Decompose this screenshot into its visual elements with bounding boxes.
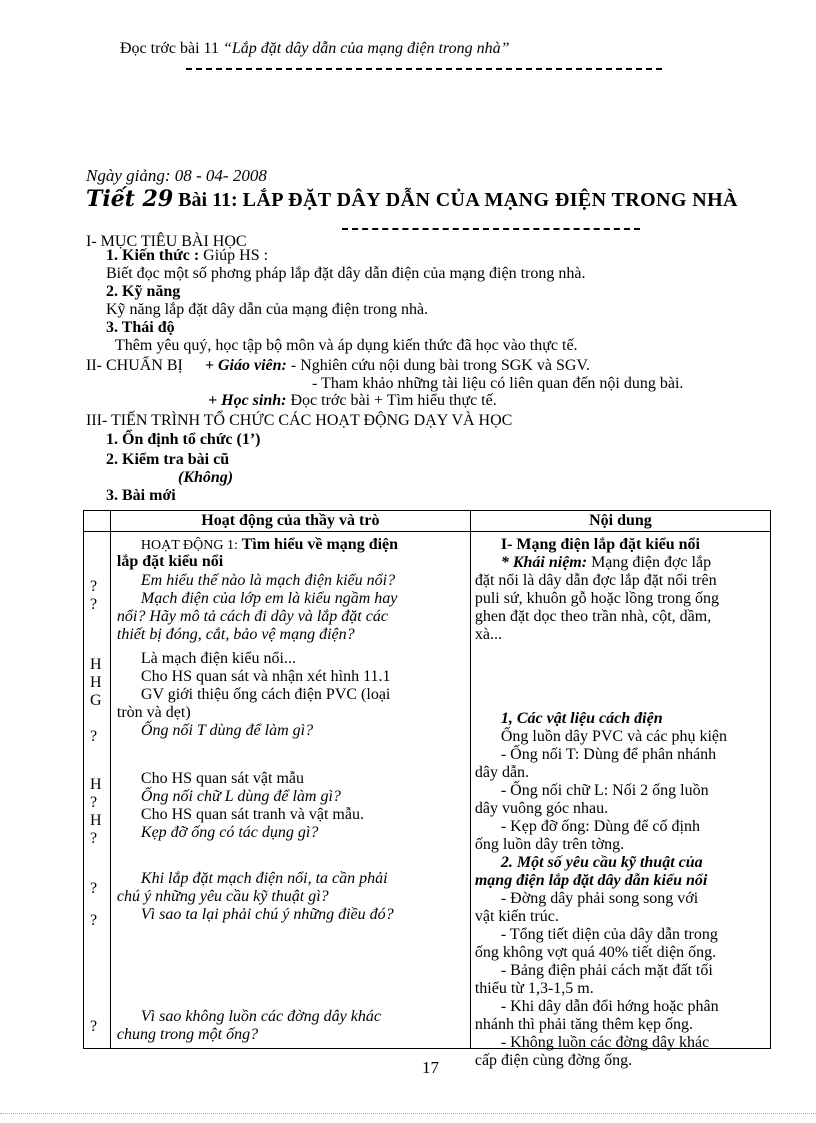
header-activities: Hoạt động của thầy và trò (110, 511, 470, 532)
question: Mạch điện của lớp em là kiểu ngầm hay (140, 590, 398, 607)
concept-text: ghen đặt dọc theo trần nhà, cột, dầm, (474, 608, 712, 625)
activity-title: Tìm hiểu về mạng điện (237, 536, 399, 553)
mark-header-cell (84, 511, 111, 532)
content-text: - Tổng tiết diện của dây dẫn trong (500, 926, 718, 943)
content-text: - Ống nối chữ L: Nối 2 ống luồn (500, 782, 709, 799)
lesson-title-line (86, 186, 738, 212)
teacher-line1: - Nghiên cứu nội dung bài trong SGK và SGV. (286, 357, 590, 374)
answer: GV giới thiệu ống cách điện PVC (loại (140, 686, 391, 703)
header-note (120, 40, 509, 58)
activities-column (110, 532, 470, 1049)
student-label: + Học sinh: (208, 392, 287, 409)
knowledge-line (106, 247, 268, 265)
header-content: Nội dung (470, 511, 770, 532)
content-heading-1: I- Mạng điện lắp đặt kiểu nổi (500, 536, 700, 553)
mark: ? (90, 596, 98, 613)
header-lesson-title: “Lắp đặt dây dẫn của mạng điện trong nhà” (222, 40, 510, 57)
question: Em hiểu thế nào là mạch điện kiểu nổi? (140, 572, 396, 589)
content-text: cấp điện cùng đờng ống. (474, 1052, 633, 1069)
concept-text: đặt nổi là dây dẫn đợc lắp đặt nổi trên (474, 572, 717, 589)
mark: ? (90, 578, 98, 595)
concept-line (501, 554, 711, 572)
header-lead: Đọc trớc bài 11 (120, 40, 223, 57)
content-text: - Khi dây dẫn đổi hớng hoặc phân (500, 998, 719, 1015)
activity-heading (141, 536, 398, 554)
mark: ? (90, 794, 98, 811)
concept-text: xà... (474, 626, 502, 643)
content-text: nhánh thì phải tăng thêm kẹp ống. (474, 1016, 694, 1033)
content-heading-2: 1, Các vật liệu cách điện (500, 710, 663, 727)
question: nổi? Hãy mô tả cách đi dây và lắp đặt các (116, 608, 388, 625)
teacher-line2: - Tham khảo những tài liệu có liên quan đến nội dung bài. (312, 375, 684, 392)
mark-column (84, 532, 111, 1049)
mark: G (90, 692, 102, 709)
answer: Cho HS quan sát và nhận xét hình 11.1 (140, 668, 391, 685)
content-text: - Không luồn các đờng dây khác (500, 1034, 710, 1051)
teacher-label: + Giáo viên: (204, 357, 287, 374)
answer: Cho HS quan sát vật mẫu (140, 770, 304, 787)
content-heading-3: 2. Một số yêu cầu kỹ thuật của (500, 854, 703, 871)
content-text: dây dẫn. (474, 764, 530, 781)
mark: ? (90, 830, 98, 847)
content-cell (471, 532, 770, 1069)
header-divider (186, 68, 662, 70)
content-text: vật kiến trúc. (474, 908, 559, 925)
step-stabilize: 1. Ổn định tổ chức (1’) (106, 431, 261, 448)
content-text: - Ống nối T: Dùng để phân nhánh (500, 746, 717, 763)
section1-heading: I- MỤC TIÊU BÀI HỌC (86, 233, 247, 250)
knowledge-label: 1. Kiến thức : (106, 247, 200, 264)
knowledge-text: Biết đọc một số phơng pháp lắp đặt dây dẫn điện của mạng điện trong nhà. (106, 265, 586, 282)
content-text: thiểu từ 1,3-1,5 m. (474, 980, 594, 997)
question: Khi lắp đặt mạch điện nổi, ta cần phải (140, 870, 388, 887)
attitude-label: 3. Thái độ (106, 319, 175, 336)
lesson-period: Tiết 29 (86, 186, 174, 212)
section2-line1 (86, 357, 590, 375)
content-text: ống luồn dây trên tờng. (474, 836, 625, 853)
student-text: Đọc trớc bài + Tìm hiểu thực tế. (286, 392, 497, 409)
mark: ? (90, 728, 98, 745)
step-review: 2. Kiểm tra bài cũ (106, 451, 230, 468)
skill-text: Kỹ năng lắp đặt dây dẫn của mạng điện trong nhà. (106, 301, 429, 318)
question: Vì sao không luồn các đờng dây khác (140, 1008, 381, 1025)
content-column (470, 532, 770, 1069)
answer: tròn và dẹt) (116, 704, 191, 721)
question: chú ý những yêu cầu kỹ thuật gì? (116, 888, 329, 905)
content-text: dây vuông góc nhau. (474, 800, 609, 817)
activity-title-cont: lắp đặt kiểu nổi (116, 553, 224, 570)
lesson-date: Ngày giảng: 08 - 04- 2008 (86, 166, 267, 185)
mark: H (90, 776, 102, 793)
section2-heading: II- CHUẨN BỊ (86, 357, 183, 374)
table-row (84, 532, 771, 1049)
question: Ống nối chữ L dùng để làm gì? (140, 788, 341, 805)
step-new-lesson: 3. Bài mới (106, 487, 176, 504)
mark: ? (90, 880, 98, 897)
student-line (208, 392, 497, 410)
content-text: - Bảng điện phải cách mặt đất tối (500, 962, 713, 979)
question: Ống nối T dùng để làm gì? (140, 722, 314, 739)
question: chung trong một ống? (116, 1026, 259, 1043)
skill-label: 2. Kỹ năng (106, 283, 181, 300)
activities-cell (111, 532, 470, 1048)
lesson-number: Bài 11: (173, 189, 243, 211)
content-text: ống không vợt quá 40% tiết diện ống. (474, 944, 717, 961)
question: Vì sao ta lại phải chú ý những điều đó? (140, 906, 394, 923)
concept-label: * Khái niệm: (500, 554, 588, 571)
page-bottom-edge (0, 1113, 816, 1114)
title-divider (342, 228, 640, 230)
content-text: - Đờng dây phải song song với (500, 890, 699, 907)
lesson-title: LẮP ĐẶT DÂY DẪN CỦA MẠNG ĐIỆN TRONG NHÀ (242, 189, 738, 211)
content-text: Ống luồn dây PVC và các phụ kiện (500, 728, 728, 745)
content-text: - Kẹp đỡ ống: Dùng để cố định (500, 818, 700, 835)
mark: ? (90, 1018, 98, 1035)
knowledge-lead: Giúp HS : (199, 247, 269, 264)
section3-heading: III- TIẾN TRÌNH TỔ CHỨC CÁC HOẠT ĐỘNG DẠY VÀ HỌC (86, 412, 513, 429)
answer: Là mạch điện kiểu nổi... (140, 650, 296, 667)
step-review-note: (Không) (178, 469, 234, 486)
mark-cell (84, 532, 110, 1048)
concept-text: puli sứ, khuôn gỗ hoặc lồng trong ống (474, 590, 720, 607)
question: Kẹp đỡ ống có tác dụng gì? (140, 824, 319, 841)
mark: H (90, 812, 102, 829)
page-number: 17 (422, 1058, 439, 1077)
table-header-row (84, 511, 771, 532)
concept-text: Mạng điện đợc lắp (587, 554, 712, 571)
mark: H (90, 656, 102, 673)
content-heading-3: mạng điện lắp đặt dây dẫn kiểu nổi (474, 872, 708, 889)
attitude-text: Thêm yêu quý, học tập bộ môn và áp dụng kiến thức đã học vào thực tế. (115, 337, 578, 354)
mark: H (90, 674, 102, 691)
mark: ? (90, 912, 98, 929)
answer: Cho HS quan sát tranh và vật mẫu. (140, 806, 364, 823)
question: thiết bị đóng, cắt, bảo vệ mạng điện? (116, 626, 355, 643)
activity-label: HOẠT ĐỘNG 1: (140, 538, 238, 553)
